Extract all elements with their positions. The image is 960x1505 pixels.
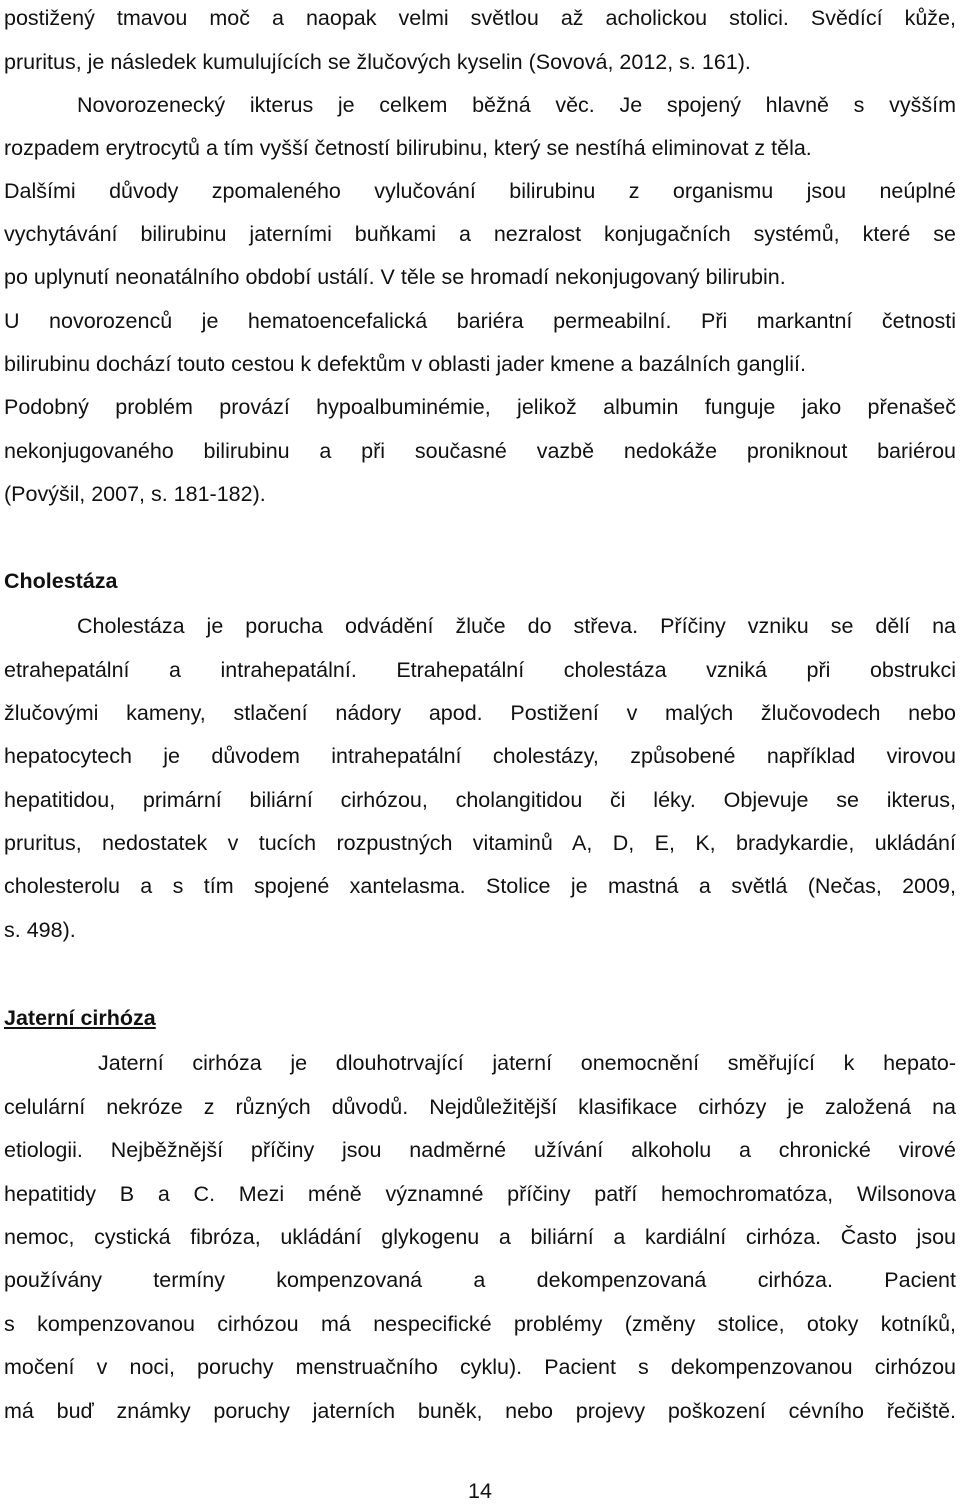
text-line: močení v noci, poruchy menstruačního cyklu). Pacient s dekompenzovanou cirhózou bbox=[4, 1355, 956, 1379]
text-line: s kompenzovanou cirhózou má nespecifické problémy (změny stolice, otoky kotníků, bbox=[4, 1312, 956, 1336]
text-line: postižený tmavou moč a naopak velmi světlou až acholickou stolici. Svědící kůže, bbox=[4, 6, 956, 30]
text-line: rozpadem erytrocytů a tím vyšší četností bilirubinu, který se nestíhá eliminovat z těla. bbox=[4, 136, 812, 160]
text-line: pruritus, nedostatek v tucích rozpustných vitaminů A, D, E, K, bradykardie, ukládání bbox=[4, 831, 956, 855]
text-line: Cholestáza je porucha odvádění žluče do střeva. Příčiny vzniku se dělí na bbox=[77, 614, 956, 638]
text-line: (Povýšil, 2007, s. 181-182). bbox=[4, 482, 266, 506]
text-line: vychytávání bilirubinu jaterními buňkami a nezralost konjugačních systémů, které se bbox=[4, 222, 956, 246]
text-line: nemoc, cystická fibróza, ukládání glykogenu a biliární a kardiální cirhóza. Často jsou bbox=[4, 1225, 956, 1249]
text-line: používány termíny kompenzovaná a dekompenzovaná cirhóza. Pacient bbox=[4, 1268, 956, 1292]
text-line: Dalšími důvody zpomaleného vylučování bilirubinu z organismu jsou neúplné bbox=[4, 179, 956, 203]
text-line: etiologii. Nejběžnější příčiny jsou nadměrné užívání alkoholu a chronické virové bbox=[4, 1138, 956, 1162]
text-line: žlučovými kameny, stlačení nádory apod. Postižení v malých žlučovodech nebo bbox=[4, 701, 956, 725]
text-line: nekonjugovaného bilirubinu a při současné vazbě nedokáže proniknout bariérou bbox=[4, 439, 956, 463]
text-line: hepatocytech je důvodem intrahepatální cholestázy, způsobené například virovou bbox=[4, 744, 956, 768]
text-line: má buď známky poruchy jaterních buněk, nebo projevy poškození cévního řečiště. bbox=[4, 1399, 956, 1423]
text-line: bilirubinu dochází touto cestou k defektům v oblasti jader kmene a bazálních ganglií. bbox=[4, 352, 806, 376]
section-heading-cirhoza: Jaterní cirhóza bbox=[4, 1006, 156, 1030]
text-line: U novorozenců je hematoencefalická bariéra permeabilní. Při markantní četnosti bbox=[4, 309, 956, 333]
text-line: Jaterní cirhóza je dlouhotrvající jaterní onemocnění směřující k hepato- bbox=[98, 1051, 956, 1075]
text-line: celulární nekróze z různých důvodů. Nejdůležitější klasifikace cirhózy je založená na bbox=[4, 1095, 956, 1119]
text-line: po uplynutí neonatálního období ustálí. V těle se hromadí nekonjugovaný bilirubin. bbox=[4, 265, 786, 289]
text-line: Podobný problém provází hypoalbuminémie, jelikož albumin funguje jako přenašeč bbox=[4, 395, 956, 419]
text-line: cholesterolu a s tím spojené xantelasma. Stolice je mastná a světlá (Nečas, 2009, bbox=[4, 874, 956, 898]
section-heading-cholestaza: Cholestáza bbox=[4, 569, 118, 593]
page-number: 14 bbox=[468, 1479, 492, 1503]
text-line: hepatitidy B a C. Mezi méně významné příčiny patří hemochromatóza, Wilsonova bbox=[4, 1182, 956, 1206]
text-line: Novorozenecký ikterus je celkem běžná věc. Je spojený hlavně s vyšším bbox=[77, 93, 956, 117]
text-line: s. 498). bbox=[4, 918, 76, 942]
text-line: hepatitidou, primární biliární cirhózou, cholangitidou či léky. Objevuje se ikterus, bbox=[4, 788, 956, 812]
text-line: etrahepatální a intrahepatální. Etrahepatální cholestáza vzniká při obstrukci bbox=[4, 658, 956, 682]
text-line: pruritus, je následek kumulujících se žlučových kyselin (Sovová, 2012, s. 161). bbox=[4, 50, 751, 74]
